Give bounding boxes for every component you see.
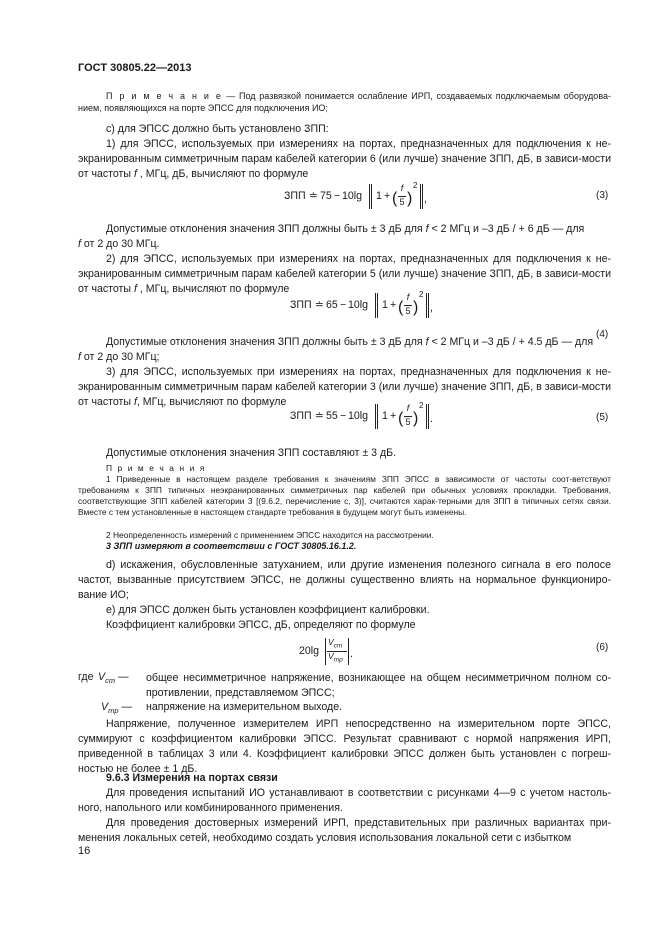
- note-2: 2 Неопределенность измерений с применением ЭПСС находится на рассмотрении.: [106, 530, 434, 540]
- item-c1: 1) для ЭПСС, используемых при измерениях на портах, предназначенных для подключения к не-экранированным симметричным парам кабелей категории 6 (или лучше) значение ЗПП, дБ, в зависи-мости от частоты f , МГц, дБ, вычисляют по формуле: [78, 138, 611, 180]
- item-c: с) для ЭПСС должно быть установлено ЗПП:: [106, 123, 329, 135]
- tolerance-3: Допустимые отклонения значения ЗПП должны быть ± 3 дБ для f < 2 МГц и –3 дБ / + 6 дБ — для f от 2 до 30 МГц.: [78, 223, 585, 250]
- where-def-vmp: напряжение на измерительном выходе.: [146, 701, 343, 713]
- measure-line: 3 ЗПП измеряют в соответствии с ГОСТ 30805.16.1.2.: [106, 541, 357, 551]
- item-d: d) искажения, обусловленные затуханием, или другие изменения полезного сигнала в его полосе частот, вызванные присутствием ЭПСС, не должны существенно влиять на нормальное функциониро-вание ИО;: [78, 559, 611, 601]
- section-paragraph-2: Для проведения достоверных измерений ИРП, представительных при различных вариантах при-менения локальных сетей, необходимо создать условия использования локальной сети с избытком: [78, 817, 611, 844]
- equation-3-number: (3): [596, 190, 609, 201]
- equation-5: ЗПП ≐ 55 − 10lg 1 + ( f 5 ) 2 .: [290, 401, 433, 427]
- page-number: 16: [78, 845, 91, 857]
- tolerance-5: Допустимые отклонения значения ЗПП составляют ± 3 дБ.: [106, 447, 397, 459]
- notes-label: П р и м е ч а н и я: [106, 463, 206, 473]
- where-def-vcm: общее несимметричное напряжение, возникающее на общем несимметричном полном со-противлении, представляемом ЭПСС;: [146, 672, 611, 699]
- equation-3: ЗПП ≐ 75 − 10lg 1 + ( f 5 ) 2 ,: [284, 181, 427, 207]
- where-var-vmp: $V_{mp}$ —: [101, 701, 133, 716]
- where-var-vcm: $V_{cm}$ —: [98, 671, 129, 686]
- section-heading: 9.6.3 Измерения на портах связи: [106, 772, 278, 784]
- equation-6-number: (6): [596, 642, 609, 653]
- note-1: 1 Приведенные в настоящем разделе требования к значениям ЗПП ЭПСС в зависимости от частоты соот-ветствуют требованиям к ЗПП типичных неэкранированных симметричных пар кабелей при обычных условиях прокладки. Требования, соответствующие ЗПП кабелей категории 3 [(9.6.2, перечисление с, 3)], считаются харак-терными для ЗПП в типичных сетях связи. Вместе с тем установленные в настоящем стандарте требования в будущем могут быть изменены.: [78, 474, 611, 517]
- item-c2: 2) для ЭПСС, используемых при измерениях на портах, предназначенных для подключения к не-экранированным симметричным парам кабелей категории 5 (или лучше) значение ЗПП, дБ, в зависи-мости от частоты f , МГц, вычисляют по формуле: [78, 253, 611, 295]
- item-e: е) для ЭПСС должен быть установлен коэффициент калибровки.: [106, 604, 430, 616]
- document-header: ГОСТ 30805.22—2013: [78, 62, 192, 74]
- where-word: где: [78, 671, 94, 683]
- equation-4-number: (4): [596, 329, 609, 340]
- equation-6: 20lg $V_{cm}$ $V_{mp}$ .: [299, 637, 353, 664]
- note-top: П р и м е ч а н и е — Под развязкой понимается ослабление ИРП, создаваемых подключаемым оборудова-нием, появляющихся на порте ЭПСС для подключения ИО;: [78, 91, 611, 113]
- section-paragraph-1: Для проведения испытаний ИО устанавливают в соответствии с рисунками 4—9 с учетом настоль-ного, напольного или комбинированного применения.: [78, 787, 611, 814]
- calib-intro: Коэффициент калибровки ЭПСС, дБ, определяют по формуле: [106, 619, 416, 631]
- voltage-paragraph: Напряжение, полученное измерителем ИРП непосредственно на измерительном порте ЭПСС, суммируют с коэффициентом калибровки ЭПСС. Результат сравнивают с нормой напряжения ИРП, приведенной в таблицах 3 или 4. Коэффициент калибровки ЭПСС должен быть установлен с погреш-ностью не более ± 1 дБ.: [78, 718, 611, 775]
- equation-4: ЗПП ≐ 65 − 10lg 1 + ( f 5 ) 2 ,: [290, 290, 433, 316]
- item-c3: 3) для ЭПСС, используемых при измерениях на портах, предназначенных для подключения к не-экранированным симметричным парам кабелей категории 3 (или лучше) значение ЗПП, дБ, в зависи-мости от частоты f, МГц, вычисляют по формуле: [78, 366, 611, 408]
- equation-5-number: (5): [596, 412, 609, 423]
- tolerance-4: Допустимые отклонения значения ЗПП должны быть ± 3 дБ для f < 2 МГц и –3 дБ / + 4.5 дБ — для f от 2 до 30 МГц;: [78, 336, 594, 363]
